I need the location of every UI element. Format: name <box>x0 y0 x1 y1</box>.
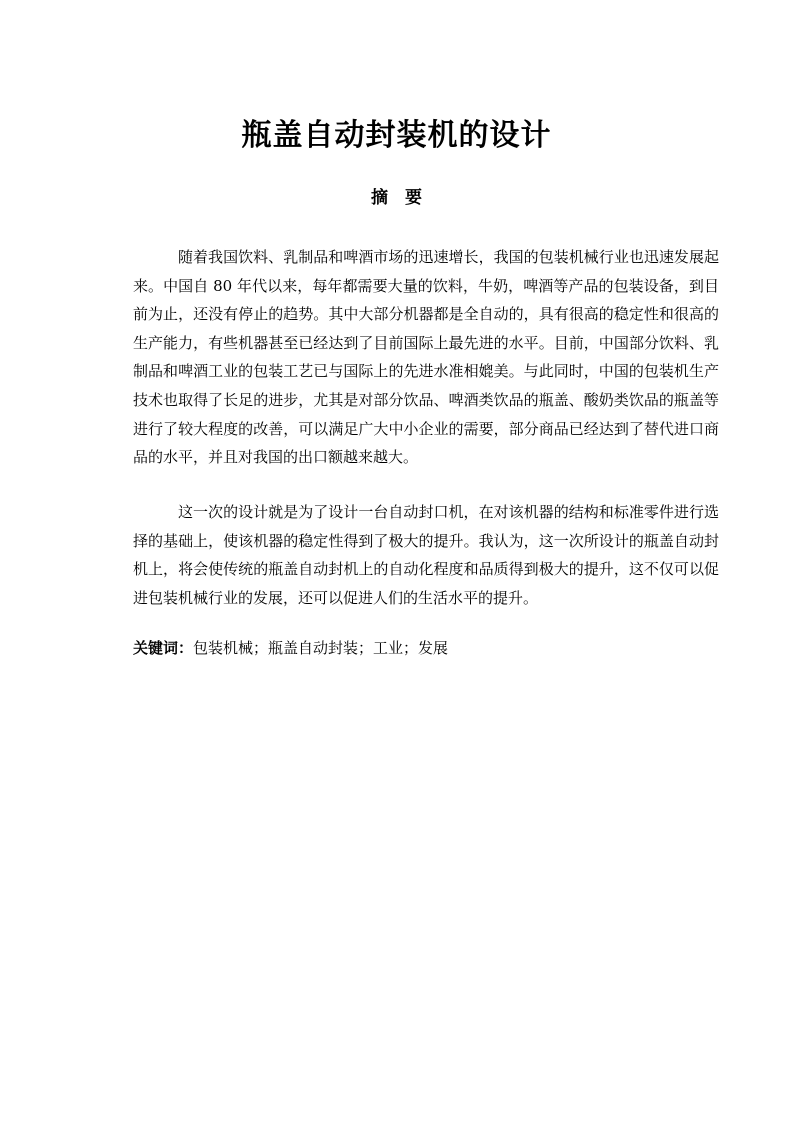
keywords-label: 关键词： <box>133 639 194 657</box>
document-title: 瓶盖自动封装机的设计 <box>241 118 552 153</box>
keywords-line <box>133 634 719 662</box>
keywords-text: 包装机械；瓶盖自动封装；工业；发展 <box>193 639 449 657</box>
abstract-heading: 摘 要 <box>371 188 422 208</box>
abstract-paragraph-1: 随着我国饮料、乳制品和啤酒市场的迅速增长，我国的包装机械行业也迅速发展起来。中国自 80 年代以来，每年都需要大量的饮料，牛奶，啤酒等产品的包装设备，到目前为止，还没有停止的趋势。其中大部分机器都是全自动的，具有很高的稳定性和很高的生产能力，有些机器甚至已经达到了目前国际上最先进的水平。目前，中国部分饮料、乳制品和啤酒工业的包装工艺已与国际上的先进水准相媲美。与此同时，中国的包装机生产技术也取得了长足的进步，尤其是对部分饮品、啤酒类饮品的瓶盖、酸奶类饮品的瓶盖等进行了较大程度的改善，可以满足广大中小企业的需要，部分商品已经达到了替代进口商品的水平，并且对我国的出口额越来越大。 <box>133 248 719 467</box>
abstract-paragraph-2: 这一次的设计就是为了设计一台自动封口机，在对该机器的结构和标准零件进行选择的基础上，使该机器的稳定性得到了极大的提升。我认为，这一次所设计的瓶盖自动封机上，将会使传统的瓶盖自动封机上的自动化程度和品质得到极大的提升，这不仅可以促进包装机械行业的发展，还可以促进人们的生活水平的提升。 <box>133 503 719 607</box>
